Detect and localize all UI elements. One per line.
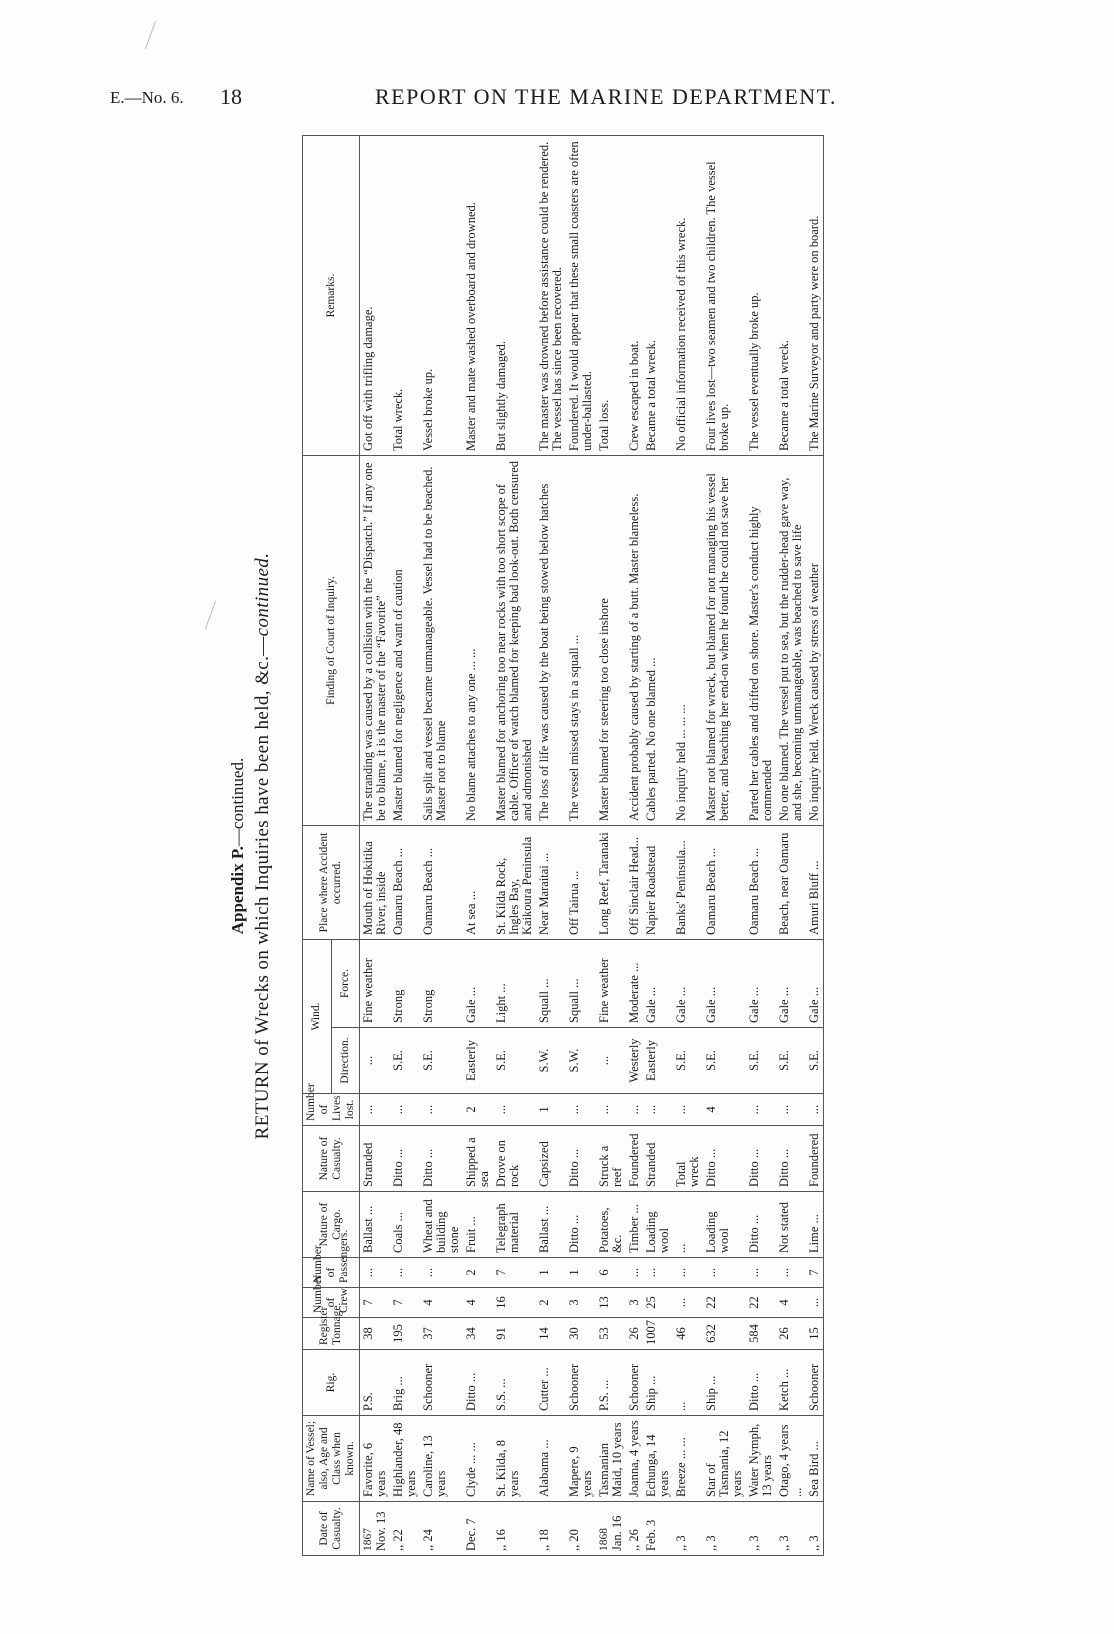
return-title-continued: continued.: [252, 552, 273, 637]
cell-crew: 4: [420, 1288, 463, 1318]
cell-place: Oamaru Beach ...: [420, 826, 463, 940]
cell-tonnage: 46: [673, 1318, 703, 1350]
cell-month: Feb.: [644, 1529, 658, 1551]
cell-month: ,,: [807, 1544, 821, 1551]
cell-passengers: ...: [420, 1258, 463, 1288]
report-title: REPORT ON THE MARINE DEPARTMENT.: [375, 84, 837, 109]
cell-day: 22: [391, 1529, 405, 1542]
cell-cargo: Potatoes, &c.: [596, 1192, 626, 1258]
cell-force: Gale ...: [463, 940, 493, 1028]
cell-force: Squall ...: [536, 940, 566, 1028]
cell-name: Caroline, 13 years: [420, 1416, 463, 1502]
cell-finding: Parted her cables and drifted on shore. Master's conduct highly commended: [746, 456, 776, 826]
cell-date: [420, 1502, 463, 1556]
cell-date: [673, 1502, 703, 1556]
cell-rig: Ship ...: [643, 1350, 673, 1416]
cell-month: ,,: [704, 1544, 718, 1551]
cell-tonnage: 30: [566, 1318, 596, 1350]
cell-place: Oamaru Beach ...: [746, 826, 776, 940]
col-header-passengers: Number of Passengers.: [303, 1258, 360, 1288]
cell-day: 18: [537, 1529, 551, 1542]
table-row: [746, 136, 776, 1556]
cell-lives: 4: [703, 1094, 746, 1126]
cell-year: 1867: [362, 1528, 374, 1551]
cell-direction: S.W.: [566, 1028, 596, 1094]
cell-direction: Easterly: [643, 1028, 673, 1094]
cell-name: Tasmanian Maid, 10 years: [596, 1416, 626, 1502]
cell-place: Amuri Bluff ...: [806, 826, 824, 940]
cell-place: Napier Roadstead: [643, 826, 673, 940]
cell-rig: S.S. ...: [493, 1350, 536, 1416]
document-reference: E.—No. 6.: [110, 88, 184, 107]
cell-remarks: Vessel broke up.: [420, 136, 463, 456]
cell-cargo: Timber ...: [626, 1192, 643, 1258]
table-row: [390, 136, 420, 1556]
cell-day: 26: [627, 1529, 641, 1542]
cell-rig: Ship ...: [703, 1350, 746, 1416]
cell-casualty: Ditto ...: [390, 1126, 420, 1192]
cell-date: [493, 1502, 536, 1556]
cell-name: Favorite, 6 years: [360, 1416, 391, 1502]
cell-date: [596, 1502, 626, 1556]
cell-remarks: Crew escaped in boat.: [626, 136, 643, 456]
cell-lives: ...: [596, 1094, 626, 1126]
cell-lives: ...: [776, 1094, 806, 1126]
cell-name: Echunga, 14 years: [643, 1416, 673, 1502]
cell-crew: 22: [746, 1288, 776, 1318]
cell-month: Dec.: [464, 1527, 478, 1551]
cell-finding: Cables parted. No one blamed ...: [643, 456, 673, 826]
col-header-cargo: Nature of Cargo.: [303, 1192, 360, 1258]
cell-passengers: 6: [596, 1258, 626, 1288]
cell-day: 20: [567, 1529, 581, 1542]
cell-finding: No inquiry held. Wreck caused by stress of weather: [806, 456, 824, 826]
cell-casualty: Shipped a sea: [463, 1126, 493, 1192]
cell-rig: Ditto ...: [746, 1350, 776, 1416]
cell-date: [390, 1502, 420, 1556]
cell-year: 1868: [598, 1528, 610, 1551]
cell-rig: Schooner: [806, 1350, 824, 1416]
cell-tonnage: 34: [463, 1318, 493, 1350]
cell-cargo: Ditto ...: [746, 1192, 776, 1258]
table-titles: [224, 136, 298, 1556]
cell-cargo: ...: [673, 1192, 703, 1258]
cell-direction: S.E.: [673, 1028, 703, 1094]
cell-force: Gale ...: [806, 940, 824, 1028]
cell-force: Gale ...: [746, 940, 776, 1028]
cell-tonnage: 26: [626, 1318, 643, 1350]
cell-crew: ...: [806, 1288, 824, 1318]
cell-month: ,,: [777, 1544, 791, 1551]
cell-passengers: ...: [643, 1258, 673, 1288]
col-header-rig: Rig.: [303, 1350, 360, 1416]
cell-finding: Sails split and vessel became unmanageable. Vessel had to be beached. Master not to blame: [420, 456, 463, 826]
cell-casualty: Ditto ...: [420, 1126, 463, 1192]
cell-casualty: Stranded: [643, 1126, 673, 1192]
cell-passengers: ...: [703, 1258, 746, 1288]
cell-lives: ...: [493, 1094, 536, 1126]
page-header: [0, 0, 1114, 130]
cell-cargo: Loading wool: [703, 1192, 746, 1258]
cell-remarks: Got off with trifling damage.: [360, 136, 391, 456]
col-header-lives: Number of Lives lost.: [303, 1094, 360, 1126]
cell-lives: ...: [806, 1094, 824, 1126]
cell-remarks: Foundered. It would appear that these small coasters are often under-ballasted.: [566, 136, 596, 456]
cell-cargo: Ballast ...: [536, 1192, 566, 1258]
cell-day: 24: [421, 1529, 435, 1542]
cell-casualty: Ditto ...: [776, 1126, 806, 1192]
col-header-tonnage: Register Tonnage.: [303, 1318, 360, 1350]
cell-lives: ...: [673, 1094, 703, 1126]
cell-casualty: Stranded: [360, 1126, 391, 1192]
cell-remarks: Total wreck.: [390, 136, 420, 456]
cell-finding: No inquiry held ... ... ...: [673, 456, 703, 826]
cell-date: [776, 1502, 806, 1556]
cell-name: Otago, 4 years ...: [776, 1416, 806, 1502]
col-header-casualty: Nature of Casualty.: [303, 1126, 360, 1192]
cell-force: Gale ...: [703, 940, 746, 1028]
cell-day: 3: [777, 1535, 791, 1542]
col-header-wind: Wind.: [303, 940, 332, 1094]
cell-force: Light ...: [493, 940, 536, 1028]
table-row: [673, 136, 703, 1556]
cell-rig: ...: [673, 1350, 703, 1416]
cell-lives: ...: [360, 1094, 391, 1126]
cell-remarks: The Marine Surveyor and party were on board.: [806, 136, 824, 456]
cell-month: ,,: [494, 1544, 508, 1551]
cell-date: [703, 1502, 746, 1556]
cell-crew: 4: [463, 1288, 493, 1318]
cell-place: Beach, near Oamaru: [776, 826, 806, 940]
cell-casualty: Struck a reef: [596, 1126, 626, 1192]
cell-date: [536, 1502, 566, 1556]
cell-remarks: Total loss.: [596, 136, 626, 456]
cell-lives: ...: [626, 1094, 643, 1126]
table-row: [493, 136, 536, 1556]
cell-day: 7: [464, 1518, 478, 1525]
cell-passengers: 7: [806, 1258, 824, 1288]
cell-remarks: No official information received of this wreck.: [673, 136, 703, 456]
cell-tonnage: 53: [596, 1318, 626, 1350]
cell-date: [626, 1502, 643, 1556]
cell-month: Nov.: [374, 1527, 388, 1551]
table-row: [806, 136, 824, 1556]
cell-name: Clyde ... ...: [463, 1416, 493, 1502]
appendix-label: Appendix P.: [228, 846, 247, 935]
cell-casualty: Drove on rock: [493, 1126, 536, 1192]
cell-tonnage: 91: [493, 1318, 536, 1350]
cell-remarks: But slightly damaged.: [493, 136, 536, 456]
appendix-title: [228, 136, 248, 1556]
cell-passengers: ...: [360, 1258, 391, 1288]
cell-tonnage: 15: [806, 1318, 824, 1350]
cell-remarks: Became a total wreck.: [776, 136, 806, 456]
table-row: [360, 136, 391, 1556]
cell-name: Highlander, 48 years: [390, 1416, 420, 1502]
return-title-text: RETURN of Wrecks on which Inquiries have been held, &c.—: [252, 636, 273, 1140]
cell-remarks: Four lives lost—two seamen and two children. The vessel broke up.: [703, 136, 746, 456]
cell-day: 3: [704, 1535, 718, 1542]
cell-direction: S.E.: [776, 1028, 806, 1094]
cell-rig: P.S. ...: [596, 1350, 626, 1416]
cell-month: Jan.: [610, 1531, 624, 1551]
cell-place: Banks' Peninsula...: [673, 826, 703, 940]
cell-casualty: Ditto ...: [746, 1126, 776, 1192]
cell-remarks: The master was drowned before assistance could be rendered. The vessel has since been recovered.: [536, 136, 566, 456]
cell-place: Off Tairua ...: [566, 826, 596, 940]
table-row: [596, 136, 626, 1556]
cell-lives: 1: [536, 1094, 566, 1126]
cell-casualty: Foundered: [806, 1126, 824, 1192]
cell-place: St. Kilda Rock, Ingles Bay, Kaikoura Peninsula: [493, 826, 536, 940]
cell-finding: The vessel missed stays in a squall ...: [566, 456, 596, 826]
cell-remarks: The vessel eventually broke up.: [746, 136, 776, 456]
cell-direction: ...: [360, 1028, 391, 1094]
cell-date: [806, 1502, 824, 1556]
cell-day: 3: [747, 1535, 761, 1542]
cell-rig: Ketch ...: [776, 1350, 806, 1416]
table-row: [463, 136, 493, 1556]
cell-tonnage: 14: [536, 1318, 566, 1350]
cell-tonnage: 26: [776, 1318, 806, 1350]
cell-lives: ...: [390, 1094, 420, 1126]
cell-direction: S.E.: [703, 1028, 746, 1094]
cell-month: ,,: [627, 1544, 641, 1551]
cell-day: 13: [374, 1511, 388, 1525]
cell-tonnage: 37: [420, 1318, 463, 1350]
cell-direction: S.E.: [420, 1028, 463, 1094]
table-row: [420, 136, 463, 1556]
col-header-crew: Number of Crew.: [303, 1288, 360, 1318]
cell-crew: 13: [596, 1288, 626, 1318]
cell-place: Oamaru Beach ...: [390, 826, 420, 940]
appendix-suffix: —continued.: [228, 757, 247, 847]
cell-force: Strong: [420, 940, 463, 1028]
cell-tonnage: 195: [390, 1318, 420, 1350]
cell-name: Water Nymph, 13 years: [746, 1416, 776, 1502]
table-row: [643, 136, 673, 1556]
cell-finding: Master blamed for anchoring too near rocks with too short scope of cable. Officer of watch blamed for keeping bad look-out. Both censured and admonished: [493, 456, 536, 826]
cell-place: Mouth of Hokitika River, inside: [360, 826, 391, 940]
cell-passengers: 1: [536, 1258, 566, 1288]
cell-casualty: Capsized: [536, 1126, 566, 1192]
cell-tonnage: 38: [360, 1318, 391, 1350]
cell-force: Gale ...: [776, 940, 806, 1028]
cell-name: Mapere, 9 years: [566, 1416, 596, 1502]
cell-cargo: Lime ...: [806, 1192, 824, 1258]
cell-rig: Schooner: [566, 1350, 596, 1416]
cell-date: [643, 1502, 673, 1556]
wreck-inquiry-table: [302, 135, 824, 1556]
cell-casualty: Ditto ...: [566, 1126, 596, 1192]
cell-day: 3: [807, 1535, 821, 1542]
cell-force: Fine weather: [596, 940, 626, 1028]
cell-finding: Master not blamed for wreck, but blamed for not managing his vessel better, and beaching her end-on when he found he could not save her: [703, 456, 746, 826]
table-row: [776, 136, 806, 1556]
cell-cargo: Telegraph material: [493, 1192, 536, 1258]
cell-rig: Cutter ...: [536, 1350, 566, 1416]
cell-crew: 16: [493, 1288, 536, 1318]
page-number: 18: [220, 84, 242, 109]
cell-force: Strong: [390, 940, 420, 1028]
cell-crew: 3: [626, 1288, 643, 1318]
cell-rig: Schooner: [626, 1350, 643, 1416]
cell-month: ,,: [391, 1544, 405, 1551]
cell-passengers: ...: [776, 1258, 806, 1288]
cell-force: Gale ...: [643, 940, 673, 1028]
cell-cargo: Not stated: [776, 1192, 806, 1258]
cell-finding: No one blamed. The vessel put to sea, but the rudder-head gave way, and she, becoming unmanageable, was beached to save life: [776, 456, 806, 826]
cell-crew: 4: [776, 1288, 806, 1318]
col-header-finding: Finding of Court of Inquiry.: [303, 456, 360, 826]
cell-direction: S.W.: [536, 1028, 566, 1094]
cell-remarks: Became a total wreck.: [643, 136, 673, 456]
cell-crew: 25: [643, 1288, 673, 1318]
cell-lives: ...: [420, 1094, 463, 1126]
table-row: [566, 136, 596, 1556]
cell-cargo: Loading wool: [643, 1192, 673, 1258]
cell-date: [360, 1502, 391, 1556]
cell-passengers: ...: [626, 1258, 643, 1288]
cell-finding: Master blamed for negligence and want of caution: [390, 456, 420, 826]
cell-name: St. Kilda, 8 years: [493, 1416, 536, 1502]
cell-passengers: 2: [463, 1258, 493, 1288]
cell-place: At sea ...: [463, 826, 493, 940]
cell-date: [463, 1502, 493, 1556]
cell-name: Breeze ... ...: [673, 1416, 703, 1502]
cell-day: 16: [494, 1529, 508, 1542]
cell-place: Long Reef, Taranaki: [596, 826, 626, 940]
cell-crew: 3: [566, 1288, 596, 1318]
cell-name: Joanna, 4 years: [626, 1416, 643, 1502]
cell-crew: ...: [673, 1288, 703, 1318]
cell-tonnage: 632: [703, 1318, 746, 1350]
cell-day: 3: [644, 1519, 658, 1526]
pencil-mark: [205, 601, 216, 630]
cell-direction: S.E.: [806, 1028, 824, 1094]
cell-tonnage: 584: [746, 1318, 776, 1350]
col-header-direction: Direction.: [331, 1028, 360, 1094]
cell-rig: Schooner: [420, 1350, 463, 1416]
cell-passengers: 7: [493, 1258, 536, 1288]
cell-cargo: Coals ...: [390, 1192, 420, 1258]
cell-cargo: Ditto ...: [566, 1192, 596, 1258]
cell-remarks: Master and mate washed overboard and drowned.: [463, 136, 493, 456]
cell-force: Squall ...: [566, 940, 596, 1028]
cell-finding: The loss of life was caused by the boat being stowed below hatches: [536, 456, 566, 826]
cell-rig: Ditto ...: [463, 1350, 493, 1416]
cell-cargo: Fruit ...: [463, 1192, 493, 1258]
cell-direction: S.E.: [493, 1028, 536, 1094]
table-row: [626, 136, 643, 1556]
cell-crew: 22: [703, 1288, 746, 1318]
cell-place: Oamaru Beach ...: [703, 826, 746, 940]
table-row: [703, 136, 746, 1556]
cell-lives: ...: [566, 1094, 596, 1126]
cell-direction: S.E.: [746, 1028, 776, 1094]
cell-date: [566, 1502, 596, 1556]
cell-month: ,,: [421, 1544, 435, 1551]
cell-month: ,,: [537, 1544, 551, 1551]
cell-rig: Brig ...: [390, 1350, 420, 1416]
table-body: [360, 136, 824, 1556]
cell-lives: ...: [643, 1094, 673, 1126]
cell-finding: Accident probably caused by starting of a butt. Master blameless.: [626, 456, 643, 826]
cell-finding: No blame attaches to any one ... ...: [463, 456, 493, 826]
cell-passengers: ...: [390, 1258, 420, 1288]
cell-lives: 2: [463, 1094, 493, 1126]
cell-force: Moderate ...: [626, 940, 643, 1028]
cell-direction: Westerly: [626, 1028, 643, 1094]
cell-name: Sea Bird ...: [806, 1416, 824, 1502]
col-header-force: Force.: [331, 940, 360, 1028]
cell-force: Gale ...: [673, 940, 703, 1028]
cell-casualty: Ditto ...: [703, 1126, 746, 1192]
cell-crew: 7: [360, 1288, 391, 1318]
cell-place: Near Maraitai ...: [536, 826, 566, 940]
cell-casualty: Total wreck: [673, 1126, 703, 1192]
cell-passengers: 1: [566, 1258, 596, 1288]
return-title: [252, 136, 274, 1556]
cell-force: Fine weather: [360, 940, 391, 1028]
cell-date: [746, 1502, 776, 1556]
cell-casualty: Foundered: [626, 1126, 643, 1192]
cell-day: 16: [610, 1515, 624, 1529]
cell-crew: 2: [536, 1288, 566, 1318]
col-header-place: Place where Accident occurred.: [303, 826, 360, 940]
cell-direction: ...: [596, 1028, 626, 1094]
cell-finding: The stranding was caused by a collision with the “Dispatch.” If any one be to blame, it is the master of the “Favorite”: [360, 456, 391, 826]
col-header-remarks: Remarks.: [303, 136, 360, 456]
cell-cargo: Ballast ...: [360, 1192, 391, 1258]
cell-passengers: ...: [746, 1258, 776, 1288]
cell-month: ,,: [674, 1544, 688, 1551]
cell-finding: Master blamed for steering too close inshore: [596, 456, 626, 826]
table-row: [536, 136, 566, 1556]
cell-place: Off Sinclair Head...: [626, 826, 643, 940]
cell-name: Alabama ...: [536, 1416, 566, 1502]
cell-direction: S.E.: [390, 1028, 420, 1094]
cell-lives: ...: [746, 1094, 776, 1126]
cell-crew: 7: [390, 1288, 420, 1318]
cell-passengers: ...: [673, 1258, 703, 1288]
cell-direction: Easterly: [463, 1028, 493, 1094]
cell-cargo: Wheat and building stone: [420, 1192, 463, 1258]
cell-rig: P.S.: [360, 1350, 391, 1416]
col-header-name: Name of Vessel; also, Age and Class when known.: [303, 1416, 360, 1502]
cell-name: Star of Tasmania, 12 years: [703, 1416, 746, 1502]
col-header-date: Date of Casualty.: [303, 1502, 360, 1556]
cell-month: ,,: [567, 1544, 581, 1551]
cell-month: ,,: [747, 1544, 761, 1551]
cell-tonnage: 1007: [643, 1318, 673, 1350]
rotated-table-region: [224, 136, 984, 1556]
cell-day: 3: [674, 1535, 688, 1542]
